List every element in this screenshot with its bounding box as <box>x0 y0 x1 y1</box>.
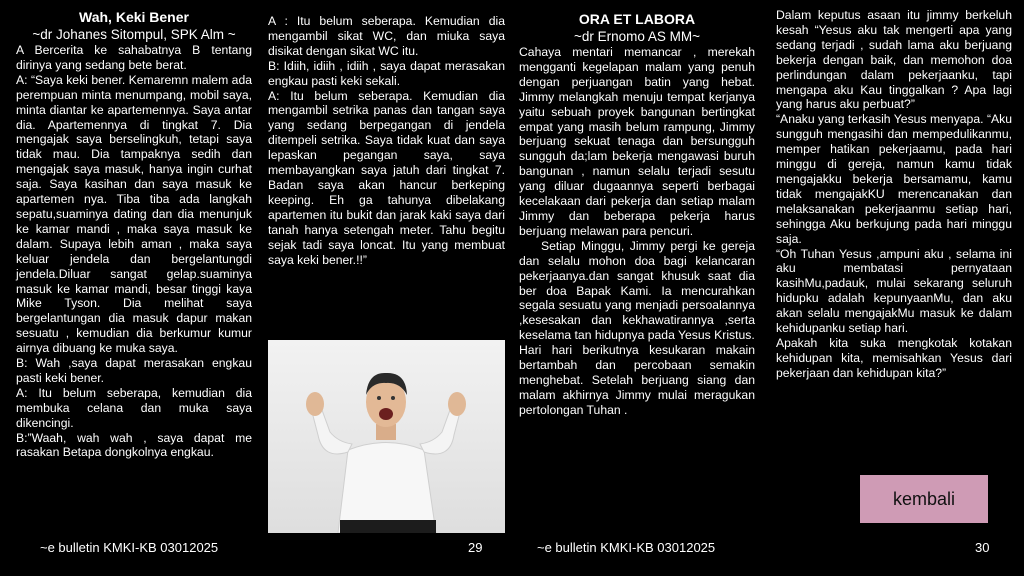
left-column-2 <box>268 14 505 267</box>
paragraph: Cahaya mentari memancar , merekah mengganti kegelapan malam yang penuh dengan perjuangan batin yang hebat. Jimmy melangkah menuju tempat kerjanya yaitu sebuah proyek bangunan bertingkat empat yang masih belum rampung, Jimmy berjuang sekuat tenaga dan bersungguh sungguh da;lam bekerja mengawasi buruh bangunan , namun selalu terjadi sesutu yang diluar dugaannya seperti berbagai kecelakaan dari pekerja dan setiap malam Jimmy dan beberapa pekerja harus berjuang melawan para pencuri. <box>519 45 755 238</box>
article-title: ORA ET LABORA <box>578 11 696 27</box>
paragraph: A Bercerita ke sahabatnya B tentang dirinya yang sedang bete berat. <box>16 43 252 72</box>
paragraph: Setiap Minggu, Jimmy pergi ke gereja dan selalu mohon doa bagi kelancaran pekerjaanya.dan sangat khusuk saat dia ber doa Bapak Kami. Ia mencurahkan segala sesuatu yang menjadi persoalannya ,kesesakan dan kekhawatirannya ,serta keselama tan hidupnya pada Yesus Kristus. <box>519 238 755 343</box>
paragraph: B:”Waah, wah wah , saya dapat me rasakan Betapa dongkolnya engkau. <box>16 430 252 460</box>
article-title: Wah, Keki Bener <box>79 9 189 25</box>
page-number: 29 <box>468 540 483 555</box>
paragraph: A: Itu belum seberapa, kemudian dia membuka celana dan muka saya dikencingi. <box>16 385 252 430</box>
paragraph: Hari hari berikutnya kesukaran makain bertambah dan percobaan semakin menghebat. Setelah berjuang siang dan malam akhirnya Jimmy mulai meragukan pertolongan Tuhan . <box>519 343 755 417</box>
paragraph: A: Itu belum seberapa. Kemudian dia mengambil setrika panas dan tangan saya yang sedang berpegangan di jendela ditempeli setrika. Saya tidak kuat dan saya lepaskan pegangan saya, saya membayangkan saya jatuh dari tingkat 7. Badan saya akan hancur berkeping keeping. Eh ga tahunya dibelakang apartemen itu bukit dan jarak kaki saya dari tanah hanya setengah meter. Tahu begitu sejak tadi saya loncat. Itu yang membuat saya keki bener.!!” <box>268 88 505 267</box>
paragraph: Apakah kita suka mengkotak kotakan kehidupan kita, memisahkan Yesus dari pekerjaan dan kehidupan kita?” <box>776 335 1012 380</box>
left-column-1 <box>16 8 252 460</box>
paragraph: B: Wah ,saya dapat merasakan engkau pasti keki bener. <box>16 356 252 385</box>
paragraph: “Anaku yang terkasih Yesus menyapa. “Aku sungguh mengasihi dan mempedulikanmu, memper hatikan pekerjaamu, pada hari minggu di gereja, namun kamu tidak mengajakku bekerja bersamamu, kamu tidak mengajakKU merencanakan dan melaksanakan pekerjaanmu setiap hari, sehingga Aku berkujung pada hari minggu saja. <box>776 112 1012 246</box>
footer-bulletin: ~e bulletin KMKI-KB 03012025 <box>537 540 716 555</box>
back-button[interactable]: kembali <box>860 475 988 523</box>
right-column-2 <box>776 8 1012 381</box>
right-column-1 <box>519 10 755 418</box>
article-author: ~dr Ernomo AS MM~ <box>573 29 701 44</box>
paragraph: “Oh Tuhan Yesus ,ampuni aku , selama ini aku membatasi pernyataan kasihMu,padauk, mulai sekarang seluruh hidupku adalah kepunyaanMu, dan aku akan selalu mengajakMu masuk ke dalam kehidupanku setiap hari. <box>776 246 1012 336</box>
shouting-man-photo <box>268 340 505 533</box>
paragraph: B: Idiih, idiih , idiih , saya dapat merasakan engkau pasti keki sekali. <box>268 58 505 88</box>
paragraph: A: “Saya keki bener. Kemaremn malem ada perempuan minta menumpang, mobil saya, minta diantar ke apartemennya. Saya antar dia. Apartemennya di tingkat 7. Dia mengajak saya berselingkuh, tetapi saya tidak mau. Dia tampaknya sedih dan mengajak saya masuk, hanya ingin curhat saja. Saya kasihan dan saya masuk ke apartemen nya. Tiba tiba ada langkah sepatu,suaminya dating dan dia menunjuk ke kamar mandi , maka saya masuk ke dalam. Supaya lebih aman , maka saya keluar jendela dan bergelantungdi jendela.Diluar sangat gelap.suaminya masuk ke kamar mandi, besar tinggi kaya Mike Tyson. Dia melihat saya bergelantungan dia masuk dapur makan sesuatu , kemudian dia berkumur kumur airnya dibuang ke muka saya. <box>16 72 252 356</box>
footer-bulletin: ~e bulletin KMKI-KB 03012025 <box>40 540 219 555</box>
paragraph: Dalam keputus asaan itu jimmy berkeluh kesah “Yesus aku tak mengerti apa yang sedang terjadi , sudah lama aku berjuang bekerja dengan baik, dan memohon doa perlindungan dalam pekerjaanku, tapi mengapa aku Kau tinggalkan ? Apa lagi yang harus aku perbuat?” <box>776 8 1012 112</box>
paragraph: A : Itu belum seberapa. Kemudian dia mengambil sikat WC, dan miuka saya disikat dengan sikat WC itu. <box>268 14 505 58</box>
article-author: ~dr Johanes Sitompul, SPK Alm ~ <box>32 27 236 42</box>
page-number: 30 <box>975 540 990 555</box>
